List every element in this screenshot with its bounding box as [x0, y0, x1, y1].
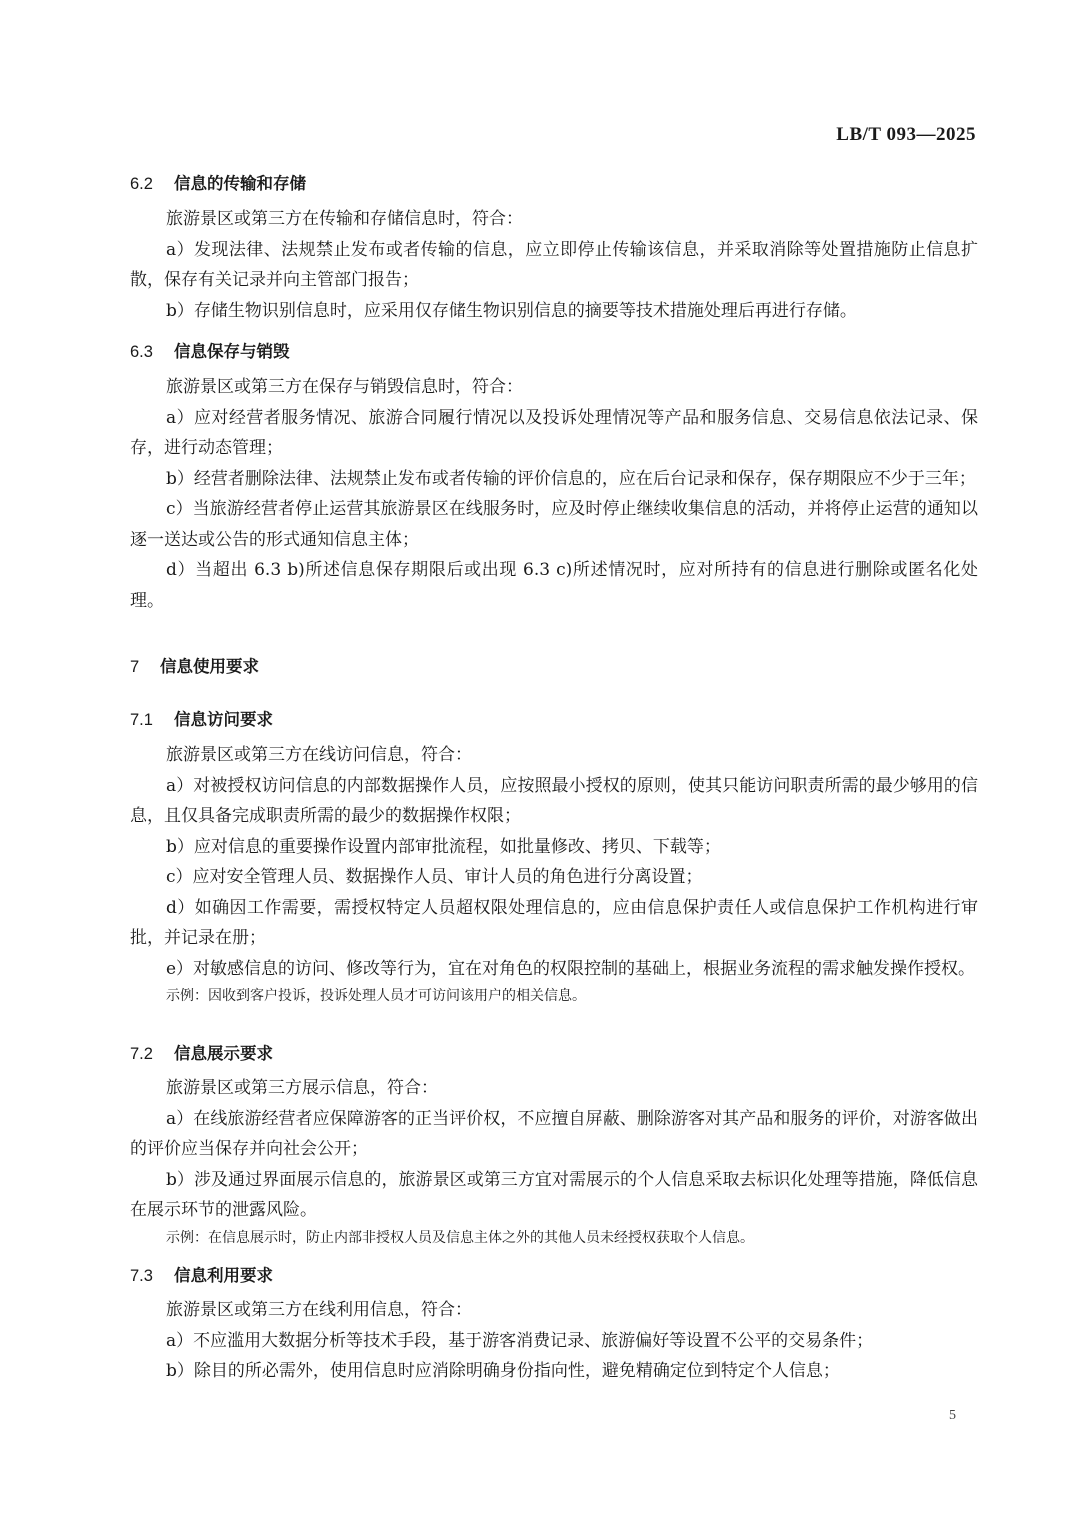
list-item-b: b）除目的所必需外，使用信息时应消除明确身份指向性，避免精确定位到特定个人信息； [166, 1361, 840, 1381]
section-number: 7.1 [130, 711, 153, 729]
list-item-c: c）当旅游经营者停止运营其旅游景区在线服务时，应及时停止继续收集信息的活动，并将停止运营的通知以逐一送达或公告的形式通知信息主体； [130, 499, 978, 550]
section-title: 信息访问要求 [174, 710, 273, 729]
paragraph-intro: 旅游景区或第三方在传输和存储信息时，符合： [166, 209, 523, 229]
list-item-a: a）发现法律、法规禁止发布或者传输的信息，应立即停止传输该信息，并采取消除等处置措施防止信息扩散，保存有关记录并向主管部门报告； [130, 239, 978, 290]
list-item-b: b）应对信息的重要操作设置内部审批流程，如批量修改、拷贝、下载等； [166, 836, 721, 857]
section-7-1-body [130, 740, 978, 1008]
page-number: 5 [949, 1408, 956, 1423]
section-7-2-body [130, 1073, 978, 1250]
list-item-d: d）当超出 6.3 b)所述信息保存期限后或出现 6.3 c)所述情况时，应对所持有的信息进行删除或匿名化处理。 [130, 560, 978, 611]
paragraph-intro: 旅游景区或第三方在线利用信息，符合： [166, 1300, 472, 1320]
section-number: 6.2 [130, 175, 153, 193]
section-7-3-heading [130, 1262, 273, 1286]
section-number: 7.2 [130, 1045, 153, 1063]
section-7-3-body [130, 1295, 978, 1387]
paragraph-intro: 旅游景区或第三方在线访问信息，符合： [166, 745, 472, 765]
list-item-d: d）如确因工作需要，需授权特定人员超权限处理信息的，应由信息保护责任人或信息保护工作机构进行审批，并记录在册； [130, 897, 978, 948]
standard-code: LB/T 093—2025 [836, 124, 976, 145]
section-6-2-heading [130, 170, 306, 194]
list-item-c: c）应对安全管理人员、数据操作人员、审计人员的角色进行分离设置； [166, 867, 703, 887]
list-item-b: b）存储生物识别信息时，应采用仅存储生物识别信息的摘要等技术措施处理后再进行存储。 [166, 300, 857, 321]
section-title: 信息展示要求 [174, 1044, 273, 1063]
section-6-3-body [130, 372, 978, 616]
example-note: 示例：因收到客户投诉，投诉处理人员才可访问该用户的相关信息。 [166, 988, 586, 1004]
section-number: 6.3 [130, 343, 153, 361]
section-title: 信息的传输和存储 [174, 174, 306, 193]
section-number: 7.3 [130, 1267, 153, 1285]
paragraph-intro: 旅游景区或第三方在保存与销毁信息时，符合： [166, 377, 523, 397]
list-item-a: a）应对经营者服务情况、旅游合同履行情况以及投诉处理情况等产品和服务信息、交易信息依法记录、保存，进行动态管理； [130, 407, 978, 458]
chapter-title: 信息使用要求 [160, 657, 259, 676]
list-item-b: b）涉及通过界面展示信息的，旅游景区或第三方宜对需展示的个人信息采取去标识化处理等措施，降低信息在展示环节的泄露风险。 [130, 1169, 978, 1220]
section-title: 信息利用要求 [174, 1266, 273, 1285]
section-6-3-heading [130, 338, 290, 362]
list-item-a: a）不应滥用大数据分析等技术手段，基于游客消费记录、旅游偏好等设置不公平的交易条件； [166, 1330, 874, 1351]
list-item-e: e）对敏感信息的访问、修改等行为，宜在对角色的权限控制的基础上，根据业务流程的需求触发操作授权。 [166, 958, 976, 979]
list-item-a: a）对被授权访问信息的内部数据操作人员，应按照最小授权的原则，使其只能访问职责所需的最少够用的信息，且仅具备完成职责所需的最少的数据操作权限； [130, 775, 978, 826]
list-item-b: b）经营者删除法律、法规禁止发布或者传输的评价信息的，应在后台记录和保存，保存期限应不少于三年； [166, 468, 976, 489]
section-6-2-body [130, 204, 978, 326]
chapter-number: 7 [130, 658, 140, 676]
chapter-7-heading [130, 653, 259, 677]
paragraph-intro: 旅游景区或第三方展示信息，符合： [166, 1078, 438, 1098]
section-7-2-heading [130, 1040, 273, 1064]
section-title: 信息保存与销毁 [174, 342, 290, 361]
section-7-1-heading [130, 706, 273, 730]
list-item-a: a）在线旅游经营者应保障游客的正当评价权，不应擅自屏蔽、删除游客对其产品和服务的评价，对游客做出的评价应当保存并向社会公开； [130, 1108, 978, 1159]
example-note: 示例：在信息展示时，防止内部非授权人员及信息主体之外的其他人员未经授权获取个人信息。 [166, 1229, 754, 1246]
